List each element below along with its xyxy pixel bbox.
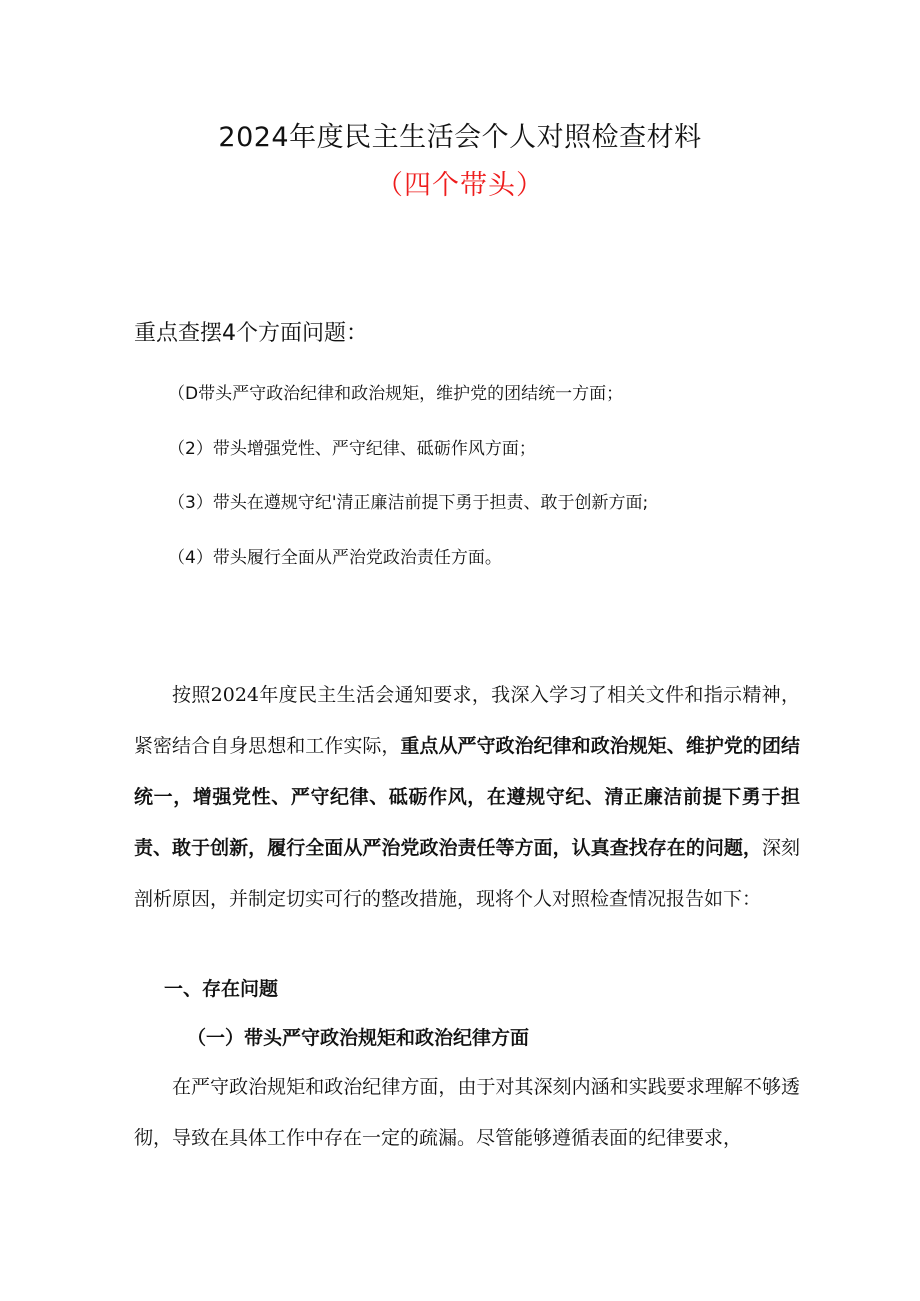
intro-text-start: 按照2024年度民主生活会通知要求，我深入学习了相关文件和指示精神，紧密结合自身思想和工作实际， <box>134 684 800 757</box>
section-heading-problems: 一、存在问题 <box>164 978 279 1000</box>
focus-item-4: （4）带头履行全面从严治党政治责任方面。 <box>168 548 502 568</box>
intro-text-end: 深刻剖析原因，并制定切实可行的整改措施，现将个人对照检查情况报告如下： <box>134 837 800 910</box>
focus-item-2: （2）带头增强党性、严守纪律、砥砺作风方面； <box>168 439 536 459</box>
intro-paragraph <box>134 670 800 925</box>
document-subtitle: （四个带头） <box>376 170 544 201</box>
focus-item-1: （D带头严守政治纪律和政治规矩，维护党的团结统一方面； <box>168 384 624 404</box>
intro-text-bold: 重点从严守政治纪律和政治规矩、维护党的团结统一，增强党性、严守纪律、砥砺作风，在遵规守纪、清正廉洁前提下勇于担责、敢于创新，履行全面从严治党政治责任等方面，认真查找存在的问题， <box>134 735 800 859</box>
focus-item-3: （3）带头在遵规守纪'清正廉洁前提下勇于担责、敢于创新方面; <box>168 493 649 513</box>
document-title: 2024年度民主生活会个人对照检查材料 <box>218 122 702 153</box>
focus-heading: 重点查摆4个方面问题： <box>134 321 368 346</box>
subsection-paragraph: 在严守政治规矩和政治纪律方面，由于对其深刻内涵和实践要求理解不够透彻，导致在具体工作中存在一定的疏漏。尽管能够遵循表面的纪律要求， <box>134 1076 800 1149</box>
subsection-heading-political-discipline: （一）带头严守政治规矩和政治纪律方面 <box>187 1027 530 1049</box>
